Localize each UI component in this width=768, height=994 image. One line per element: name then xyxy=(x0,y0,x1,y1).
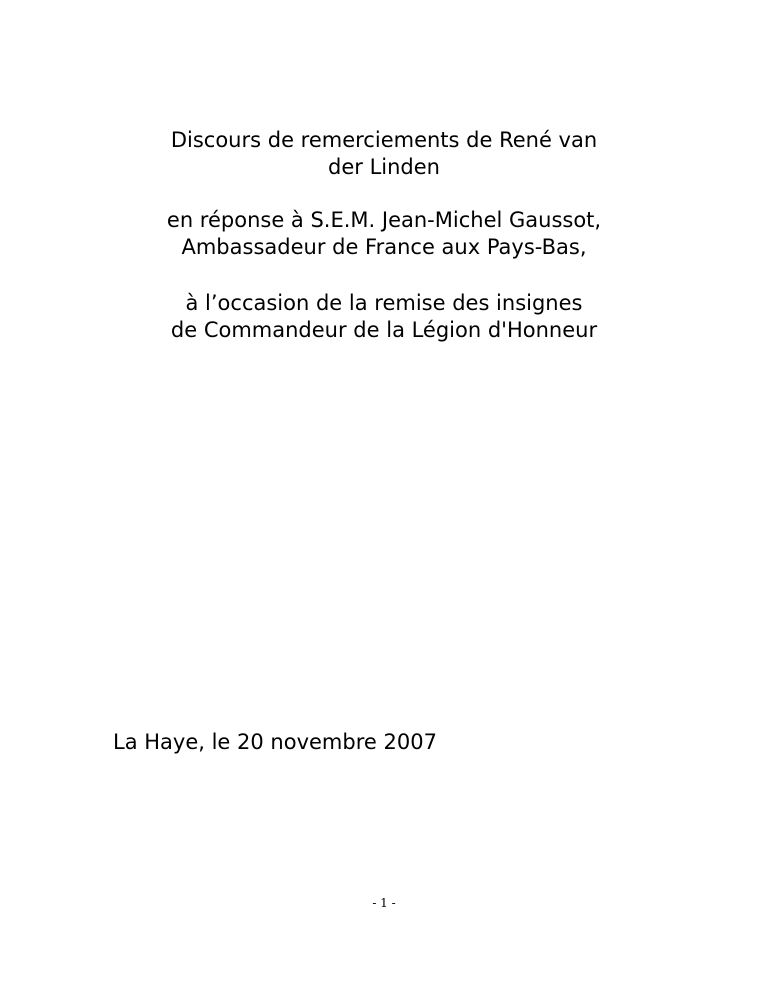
reply-subtitle-line-2: Ambassadeur de France aux Pays-Bas, xyxy=(181,235,587,259)
reply-subtitle xyxy=(0,207,768,261)
occasion-subtitle-line-2: de Commandeur de la Légion d'Honneur xyxy=(170,318,598,342)
speech-title-line-1: Discours de remerciements de René van xyxy=(170,128,598,152)
occasion-subtitle-line-1: à l’occasion de la remise des insignes xyxy=(185,291,583,315)
speech-title-line-2: der Linden xyxy=(328,155,440,179)
page-number: - 1 - xyxy=(372,896,396,910)
reply-subtitle-line-1: en réponse à S.E.M. Jean-Michel Gaussot, xyxy=(166,208,602,232)
occasion-subtitle xyxy=(0,290,768,344)
place-date: La Haye, le 20 novembre 2007 xyxy=(113,730,437,754)
speech-title xyxy=(0,127,768,181)
